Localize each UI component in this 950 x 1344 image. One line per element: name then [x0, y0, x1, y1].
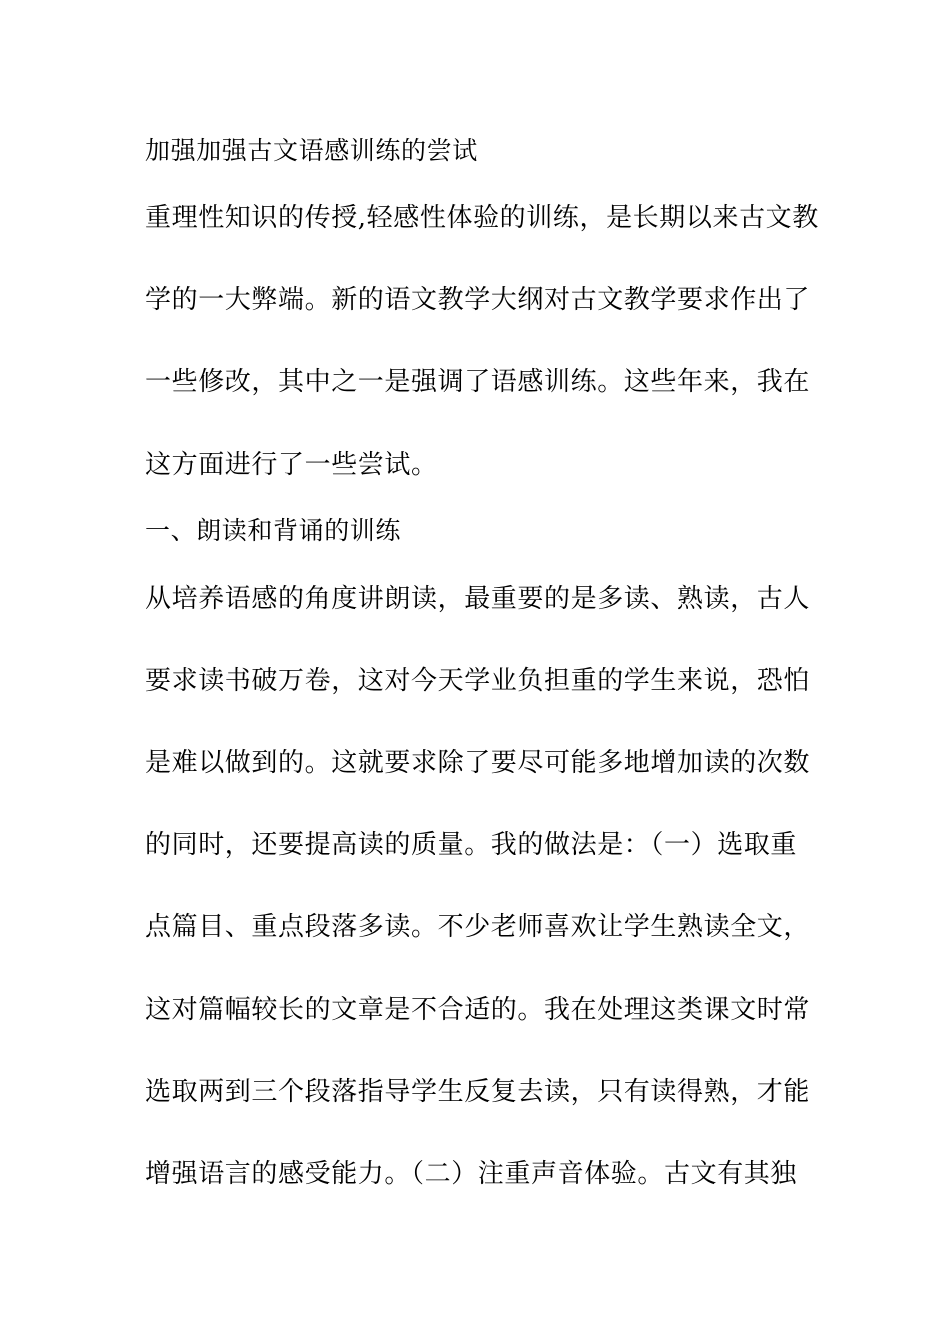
paragraph-line: 这方面进行了一些尝试。	[145, 450, 438, 480]
paragraph-line: 是难以做到的。这就要求除了要尽可能多地增加读的次数	[145, 748, 811, 778]
paragraph-line: 重理性知识的传授,轻感性体验的训练，是长期以来古文教	[145, 203, 819, 233]
paragraph-line: 选取两到三个段落指导学生反复去读，只有读得熟，才能	[145, 1077, 811, 1107]
paragraph-line: 一些修改，其中之一是强调了语感训练。这些年来，我在	[145, 367, 811, 397]
paragraph-line: 从培养语感的角度讲朗读，最重要的是多读、熟读，古人	[145, 584, 811, 614]
paragraph-line: 要求读书破万卷，这对今天学业负担重的学生来说，恐怕	[145, 666, 811, 696]
paragraph-line: 点篇目、重点段落多读。不少老师喜欢让学生熟读全文，	[145, 912, 811, 942]
paragraph-line: 增强语言的感受能力。（二）注重声音体验。古文有其独	[145, 1159, 798, 1189]
paragraph-line: 的同时，还要提高读的质量。我的做法是：（一）选取重	[145, 830, 798, 860]
paragraph-line: 学的一大弊端。新的语文教学大纲对古文教学要求作出了	[145, 285, 811, 315]
paragraph-line: 这对篇幅较长的文章是不合适的。我在处理这类课文时常	[145, 995, 811, 1025]
section-heading: 一、朗读和背诵的训练	[145, 516, 402, 545]
document-title: 加强加强古文语感训练的尝试	[145, 136, 478, 165]
